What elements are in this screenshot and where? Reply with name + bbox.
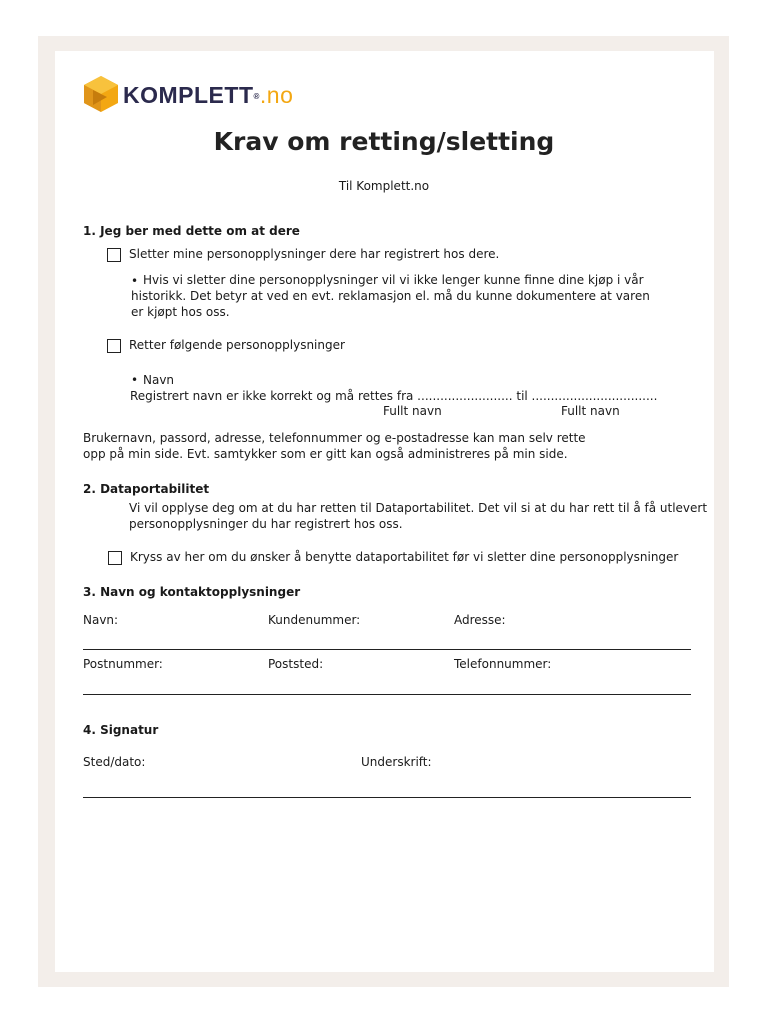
portability-checkbox[interactable] (108, 551, 122, 565)
self-service-line2: opp på min side. Evt. samtykker som er gitt kan også administreres på min side. (83, 447, 568, 461)
brand-tld: .no (259, 82, 294, 108)
name-field-label: Navn: (83, 613, 119, 627)
phone-field-label: Telefonnummer: (454, 657, 552, 671)
signature-label: Underskrift: (361, 755, 432, 769)
page-title: Krav om retting/sletting (213, 127, 555, 156)
full-name-to-caption: Fullt navn (561, 404, 620, 418)
portability-option-label: Kryss av her om du ønsker å benytte dataportabilitet før vi sletter dine personopplysninger (130, 550, 679, 564)
section4-heading: 4. Signatur (83, 723, 159, 737)
contact-row2-line[interactable] (83, 694, 691, 695)
section3-heading: 3. Navn og kontaktopplysninger (83, 585, 301, 599)
brand-name: KOMPLETT (123, 82, 254, 108)
delete-note-line1: Hvis vi sletter dine personopplysninger vil vi ikke lenger kunne finne dine kjøp i vår (143, 273, 644, 287)
portability-line1: Vi vil opplyse deg om at du har retten til Dataportabilitet. Det vil si at du har rett til å få utlevert (129, 501, 708, 515)
delete-note-line3: er kjøpt hos oss. (131, 305, 230, 319)
full-name-from-caption: Fullt navn (383, 404, 442, 418)
contact-row1-line[interactable] (83, 649, 691, 650)
city-field-label: Poststed: (268, 657, 324, 671)
correct-item-label: Navn (143, 373, 175, 387)
komplett-logo-icon (83, 75, 119, 113)
postal-code-field-label: Postnummer: (83, 657, 163, 671)
section1-heading: 1. Jeg ber med dette om at dere (83, 224, 300, 238)
brand-reg: ® (253, 92, 260, 101)
delete-checkbox[interactable] (107, 248, 121, 262)
self-service-line1: Brukernavn, passord, adresse, telefonnummer og e-postadresse kan man selv rette (83, 431, 586, 445)
recipient: Til Komplett.no (338, 179, 430, 193)
delete-note-line2: historikk. Det betyr at ved en evt. reklamasjon el. må du kunne dokumentere at varen (131, 289, 650, 303)
section2-heading: 2. Dataportabilitet (83, 482, 210, 496)
brand-wordmark (123, 82, 293, 108)
address-field-label: Adresse: (454, 613, 506, 627)
correct-option-label: Retter følgende personopplysninger (129, 338, 345, 352)
delete-option-label: Sletter mine personopplysninger dere har registrert hos dere. (129, 247, 500, 261)
place-date-label: Sted/dato: (83, 755, 146, 769)
correct-name-line: Registrert navn er ikke korrekt og må rettes fra ......................... til ................................. (130, 389, 658, 403)
correct-checkbox[interactable] (107, 339, 121, 353)
customer-number-field-label: Kundenummer: (268, 613, 361, 627)
signature-line[interactable] (83, 797, 691, 798)
bullet-icon: • (131, 274, 139, 288)
portability-line2: personopplysninger du har registrert hos oss. (129, 517, 403, 531)
bullet-icon: • (131, 373, 139, 387)
